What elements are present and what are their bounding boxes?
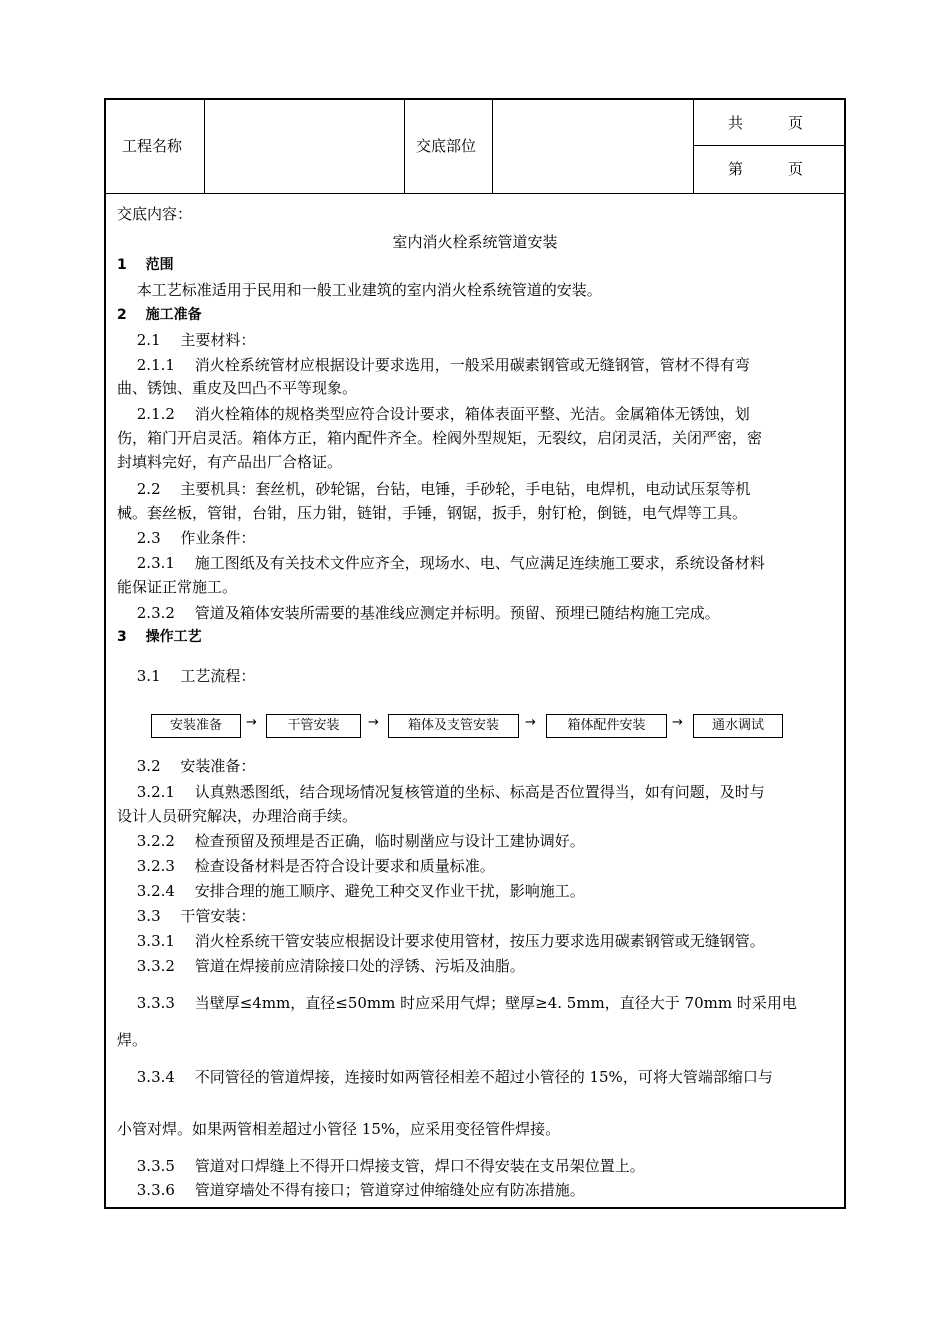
project-name-label: 工程名称 [122, 137, 183, 155]
text-line: 封填料完好，有产品出厂合格证。 [117, 453, 343, 471]
text-line: 3.2.2 检查预留及预埋是否正确，临时剔凿应与设计工建协调好。 [117, 832, 585, 850]
text-line: 3.3.2 管道在焊接前应清除接口处的浮锈、污垢及油脂。 [117, 957, 525, 975]
handover-content [106, 193, 844, 1207]
flow-step-5: 通水调试 [693, 714, 783, 738]
flow-arrow: → [525, 715, 536, 730]
handover-part-label: 交底部位 [416, 137, 477, 155]
text-line: 3.2 安装准备： [117, 757, 256, 775]
text-line: 3.3.3 当壁厚≤4mm，直径≤50mm 时应采用气焊；壁厚≥4. 5mm，直径大于 70mm 时采用电 [117, 994, 797, 1012]
row-divider [693, 145, 844, 146]
document-frame [104, 98, 846, 1209]
text-line: 2.1 主要材料： [117, 331, 256, 349]
text-line: 2.3.2 管道及箱体安装所需要的基准线应测定并标明。预留、预埋已随结构施工完成。 [117, 604, 720, 622]
flow-arrow: → [368, 715, 379, 730]
text-line: 伤，箱门开启灵活。箱体方正，箱内配件齐全。栓阀外型规矩，无裂纹，启闭灵活，关闭严密，密 [117, 429, 763, 447]
text-line: 3.3 干管安装： [117, 907, 256, 925]
intro-label: 交底内容： [117, 205, 193, 223]
text-line: 2.3 作业条件： [117, 529, 256, 547]
section-heading: 1 范围 [117, 257, 174, 273]
text-line: 2.1.2 消火栓箱体的规格类型应符合设计要求，箱体表面平整、光洁。金属箱体无锈蚀，划 [117, 405, 750, 423]
flow-step-4: 箱体配件安装 [546, 714, 667, 738]
text-line: 2.2 主要机具：套丝机，砂轮锯，台钻，电锤，手砂轮，手电钻，电焊机，电动试压泵等机 [117, 480, 751, 498]
col-divider [693, 100, 694, 193]
section-heading: 3 操作工艺 [117, 629, 202, 645]
flow-arrow: → [672, 715, 683, 730]
text-line: 3.3.6 管道穿墙处不得有接口；管道穿过伸缩缝处应有防冻措施。 [117, 1181, 585, 1199]
col-divider [204, 100, 205, 193]
text-line: 本工艺标准适用于民用和一般工业建筑的室内消火栓系统管道的安装。 [117, 281, 602, 299]
text-line: 小管对焊。如果两管相差超过小管径 15%，应采用变径管件焊接。 [117, 1120, 561, 1138]
total-pages-label: 共 页 [728, 114, 804, 132]
text-line: 3.2.3 检查设备材料是否符合设计要求和质量标准。 [117, 857, 495, 875]
text-line: 3.3.1 消火栓系统干管安装应根据设计要求使用管材，按压力要求选用碳素钢管或无缝钢管。 [117, 932, 765, 950]
flow-step-3: 箱体及支管安装 [388, 714, 519, 738]
text-line: 2.3.1 施工图纸及有关技术文件应齐全，现场水、电、气应满足连续施工要求，系统设备材料 [117, 554, 765, 572]
section-heading: 2 施工准备 [117, 307, 202, 323]
flow-step-2: 干管安装 [266, 714, 361, 738]
text-line: 3.3.5 管道对口焊缝上不得开口焊接支管，焊口不得安装在支吊架位置上。 [117, 1157, 645, 1175]
text-line: 3.3.4 不同管径的管道焊接，连接时如两管径相差不超过小管径的 15%，可将大管端部缩口与 [117, 1068, 773, 1086]
text-line: 2.1.1 消火栓系统管材应根据设计要求选用，一般采用碳素钢管或无缝钢管，管材不得有弯 [117, 356, 750, 374]
header-table [106, 100, 844, 194]
page-number-label: 第 页 [728, 160, 804, 178]
text-line: 曲、锈蚀、重皮及凹凸不平等现象。 [117, 379, 358, 397]
text-line: 能保证正常施工。 [117, 578, 238, 596]
col-divider [492, 100, 493, 193]
text-line: 焊。 [117, 1031, 148, 1049]
flow-arrow: → [246, 715, 257, 730]
text-line: 械。套丝板，管钳，台钳，压力钳，链钳，手锤，钢锯，扳手，射钉枪，倒链，电气焊等工具。 [117, 504, 748, 522]
text-line: 3.2.4 安排合理的施工顺序、避免工种交叉作业干扰，影响施工。 [117, 882, 585, 900]
text-line: 3.1 工艺流程： [117, 667, 256, 685]
text-line: 3.2.1 认真熟悉图纸，结合现场情况复核管道的坐标、标高是否位置得当，如有问题，及时与 [117, 783, 765, 801]
document-title: 室内消火栓系统管道安装 [392, 233, 558, 251]
flow-step-1: 安装准备 [151, 714, 241, 738]
col-divider [404, 100, 405, 193]
text-line: 设计人员研究解决，办理洽商手续。 [117, 807, 358, 825]
